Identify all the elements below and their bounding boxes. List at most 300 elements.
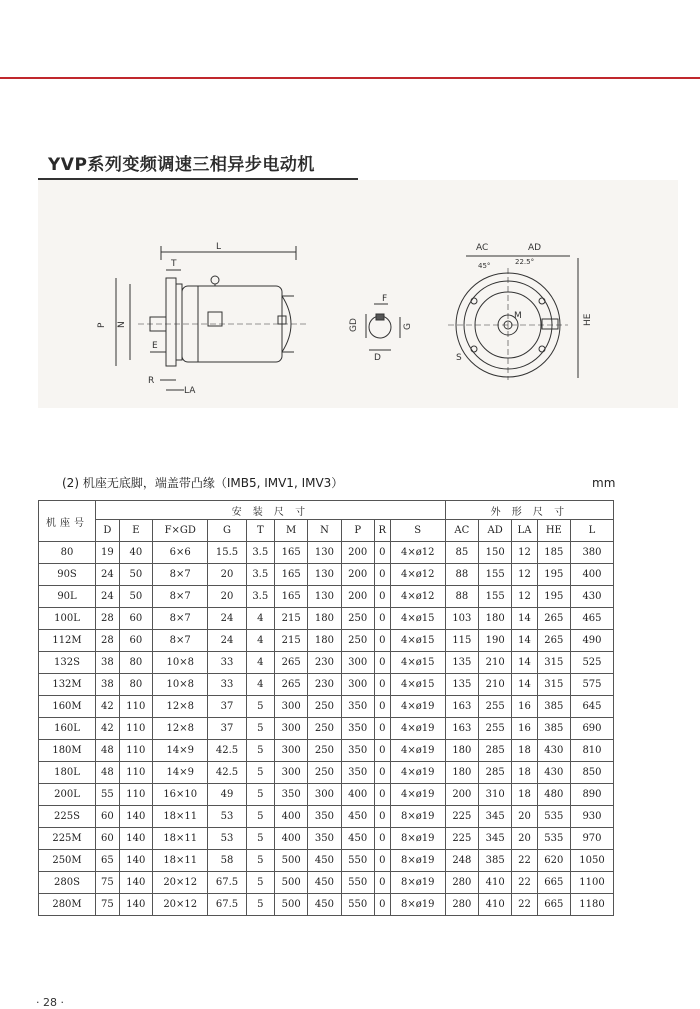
frame-size-cell: 280M [39,894,96,916]
motor-drawing-svg [38,180,678,408]
table-cell: 400 [570,564,613,586]
table-cell: 14×9 [152,762,207,784]
table-cell: 20 [208,586,246,608]
table-cell: 280 [445,872,478,894]
table-row [39,586,614,608]
table-cell: 28 [96,630,120,652]
table-cell: 210 [479,674,512,696]
table-cell: 5 [246,740,274,762]
table-cell: 33 [208,674,246,696]
table-cell: 300 [275,762,308,784]
column-header: F×GD [152,520,207,542]
table-cell: 250 [308,740,341,762]
table-cell: 930 [570,806,613,828]
table-cell: 5 [246,762,274,784]
column-header: N [308,520,341,542]
table-cell: 1100 [570,872,613,894]
table-row [39,850,614,872]
table-cell: 53 [208,806,246,828]
table-cell: 430 [537,762,570,784]
table-cell: 16 [512,696,537,718]
table-cell: 4 [246,674,274,696]
table-cell: 535 [537,828,570,850]
table-row [39,608,614,630]
angle-45: 45° [478,262,491,270]
table-cell: 200 [445,784,478,806]
outline-dimensions-header: 外 形 尺 寸 [445,501,613,520]
table-cell: 0 [374,564,390,586]
table-cell: 4×ø19 [390,696,445,718]
table-cell: 250 [308,718,341,740]
table-cell: 450 [308,872,341,894]
frame-size-cell: 225M [39,828,96,850]
table-cell: 24 [208,608,246,630]
frame-size-cell: 225S [39,806,96,828]
table-cell: 180 [445,762,478,784]
table-cell: 16 [512,718,537,740]
table-cell: 180 [308,608,341,630]
column-header: AC [445,520,478,542]
table-cell: 550 [341,850,374,872]
table-row [39,762,614,784]
table-cell: 195 [537,564,570,586]
table-cell: 14 [512,608,537,630]
dim-label-AD: AD [528,243,542,253]
table-row [39,564,614,586]
table-cell: 350 [308,806,341,828]
table-cell: 5 [246,850,274,872]
table-cell: 265 [537,630,570,652]
table-cell: 110 [119,740,152,762]
table-cell: 210 [479,652,512,674]
table-cell: 42.5 [208,740,246,762]
table-cell: 6×6 [152,542,207,564]
column-header-row [39,520,614,542]
table-cell: 285 [479,740,512,762]
shaft-section-view [349,294,413,363]
table-cell: 18×11 [152,850,207,872]
table-cell: 645 [570,696,613,718]
table-cell: 155 [479,586,512,608]
table-cell: 300 [275,718,308,740]
column-header: P [341,520,374,542]
table-cell: 155 [479,564,512,586]
side-view [97,242,308,396]
table-cell: 380 [570,542,613,564]
table-cell: 8×7 [152,608,207,630]
table-cell: 430 [570,586,613,608]
page-number: · 28 · [36,996,64,1009]
table-cell: 8×ø19 [390,894,445,916]
table-cell: 53 [208,828,246,850]
table-cell: 60 [96,828,120,850]
table-cell: 1180 [570,894,613,916]
table-body [39,542,614,916]
table-cell: 8×ø19 [390,806,445,828]
table-cell: 12 [512,586,537,608]
table-cell: 4×ø12 [390,586,445,608]
table-cell: 115 [445,630,478,652]
table-cell: 300 [308,784,341,806]
table-cell: 20×12 [152,872,207,894]
table-cell: 230 [308,674,341,696]
frame-size-header: 机座号 [39,501,96,542]
table-cell: 4×ø19 [390,718,445,740]
table-cell: 410 [479,872,512,894]
table-cell: 4×ø15 [390,652,445,674]
table-cell: 5 [246,872,274,894]
column-header: D [96,520,120,542]
table-cell: 300 [341,652,374,674]
table-cell: 180 [479,608,512,630]
column-header: E [119,520,152,542]
table-cell: 12 [512,542,537,564]
table-cell: 150 [479,542,512,564]
table-cell: 14×9 [152,740,207,762]
table-cell: 60 [119,630,152,652]
table-cell: 265 [275,652,308,674]
table-cell: 225 [445,806,478,828]
frame-size-cell: 90S [39,564,96,586]
dim-label-T: T [171,259,177,269]
table-cell: 535 [537,806,570,828]
header-red-rule [0,77,700,79]
table-cell: 0 [374,828,390,850]
table-cell: 67.5 [208,872,246,894]
table-cell: 19 [96,542,120,564]
column-header: M [275,520,308,542]
table-cell: 12 [512,564,537,586]
table-cell: 280 [445,894,478,916]
table-row [39,630,614,652]
dim-label-P: P [97,322,107,328]
table-cell: 248 [445,850,478,872]
table-cell: 67.5 [208,894,246,916]
table-cell: 16×10 [152,784,207,806]
table-cell: 38 [96,674,120,696]
table-cell: 5 [246,806,274,828]
dim-label-F: F [382,294,388,304]
table-cell: 165 [275,586,308,608]
table-cell: 350 [308,828,341,850]
table-cell: 265 [275,674,308,696]
table-cell: 110 [119,784,152,806]
table-cell: 690 [570,718,613,740]
table-cell: 400 [275,806,308,828]
table-cell: 50 [119,564,152,586]
table-cell: 58 [208,850,246,872]
table-cell: 500 [275,850,308,872]
frame-size-cell: 280S [39,872,96,894]
frame-size-cell: 160L [39,718,96,740]
table-cell: 480 [537,784,570,806]
table-cell: 490 [570,630,613,652]
dim-label-HE: HE [583,313,593,326]
table-cell: 130 [308,586,341,608]
table-cell: 75 [96,872,120,894]
table-row [39,740,614,762]
table-cell: 0 [374,762,390,784]
table-cell: 22 [512,850,537,872]
dim-label-N: N [117,321,127,328]
table-cell: 300 [341,674,374,696]
table-cell: 110 [119,762,152,784]
table-cell: 4×ø12 [390,564,445,586]
table-cell: 0 [374,586,390,608]
table-cell: 350 [341,718,374,740]
table-cell: 42 [96,696,120,718]
table-cell: 190 [479,630,512,652]
table-cell: 180 [308,630,341,652]
table-row [39,652,614,674]
unit-label: mm [592,476,616,490]
table-cell: 265 [537,608,570,630]
table-cell: 315 [537,674,570,696]
table-cell: 215 [275,630,308,652]
table-cell: 550 [341,894,374,916]
table-cell: 24 [208,630,246,652]
table-cell: 110 [119,718,152,740]
table-cell: 12×8 [152,718,207,740]
table-cell: 110 [119,696,152,718]
table-cell: 4×ø19 [390,762,445,784]
table-cell: 250 [308,762,341,784]
frame-size-cell: 250M [39,850,96,872]
table-cell: 215 [275,608,308,630]
column-header: T [246,520,274,542]
table-cell: 88 [445,586,478,608]
table-cell: 250 [341,608,374,630]
table-cell: 345 [479,828,512,850]
column-header: G [208,520,246,542]
table-cell: 50 [119,586,152,608]
frame-size-cell: 90L [39,586,96,608]
table-cell: 195 [537,586,570,608]
table-cell: 163 [445,696,478,718]
table-cell: 4 [246,608,274,630]
table-cell: 345 [479,806,512,828]
dim-label-LA: LA [184,386,196,396]
table-cell: 0 [374,850,390,872]
table-cell: 5 [246,718,274,740]
table-row [39,872,614,894]
table-cell: 0 [374,542,390,564]
table-cell: 8×7 [152,586,207,608]
table-cell: 0 [374,806,390,828]
table-cell: 890 [570,784,613,806]
table-cell: 5 [246,784,274,806]
table-cell: 48 [96,740,120,762]
table-cell: 80 [119,652,152,674]
column-header: HE [537,520,570,542]
table-cell: 40 [119,542,152,564]
table-cell: 300 [275,696,308,718]
column-header: L [570,520,613,542]
table-cell: 250 [308,696,341,718]
table-cell: 8×ø19 [390,850,445,872]
table-cell: 225 [445,828,478,850]
table-cell: 20 [512,806,537,828]
table-cell: 165 [275,542,308,564]
table-cell: 8×ø19 [390,872,445,894]
table-row [39,784,614,806]
table-cell: 3.5 [246,564,274,586]
table-cell: 60 [96,806,120,828]
table-cell: 400 [341,784,374,806]
table-cell: 450 [308,894,341,916]
dim-label-L: L [216,242,222,252]
table-subtitle: (2) 机座无底脚，端盖带凸缘（IMB5, IMV1, IMV3） [62,476,344,490]
table-cell: 18×11 [152,828,207,850]
dimension-table-container [38,500,678,916]
table-cell: 350 [341,762,374,784]
table-cell: 20 [512,828,537,850]
table-cell: 8×ø19 [390,828,445,850]
table-cell: 8×7 [152,564,207,586]
page-title: YVP系列变频调速三相异步电动机 [48,155,315,175]
table-cell: 88 [445,564,478,586]
table-cell: 250 [341,630,374,652]
table-cell: 4×ø15 [390,630,445,652]
table-cell: 0 [374,872,390,894]
table-cell: 22 [512,894,537,916]
table-cell: 103 [445,608,478,630]
table-cell: 350 [341,696,374,718]
table-cell: 0 [374,674,390,696]
table-cell: 10×8 [152,652,207,674]
table-cell: 0 [374,608,390,630]
table-cell: 810 [570,740,613,762]
table-cell: 350 [341,740,374,762]
table-cell: 665 [537,872,570,894]
table-cell: 350 [275,784,308,806]
motor-dimension-drawing [38,180,678,408]
table-cell: 4×ø12 [390,542,445,564]
table-cell: 48 [96,762,120,784]
table-cell: 285 [479,762,512,784]
table-cell: 0 [374,652,390,674]
table-cell: 310 [479,784,512,806]
table-cell: 135 [445,652,478,674]
table-cell: 0 [374,696,390,718]
table-cell: 85 [445,542,478,564]
table-cell: 130 [308,542,341,564]
table-cell: 200 [341,586,374,608]
table-cell: 20 [208,564,246,586]
table-cell: 200 [341,542,374,564]
table-cell: 450 [341,828,374,850]
table-cell: 575 [570,674,613,696]
frame-size-cell: 200L [39,784,96,806]
table-cell: 4×ø19 [390,740,445,762]
frame-size-cell: 112M [39,630,96,652]
table-cell: 38 [96,652,120,674]
table-cell: 4 [246,652,274,674]
frame-size-cell: 180M [39,740,96,762]
table-cell: 385 [537,718,570,740]
table-cell: 4×ø19 [390,784,445,806]
table-cell: 165 [275,564,308,586]
table-cell: 8×7 [152,630,207,652]
table-cell: 14 [512,652,537,674]
table-cell: 315 [537,652,570,674]
table-cell: 33 [208,652,246,674]
table-cell: 22 [512,872,537,894]
table-cell: 140 [119,894,152,916]
frame-size-cell: 80 [39,542,96,564]
table-cell: 185 [537,542,570,564]
frame-size-cell: 132M [39,674,96,696]
table-cell: 49 [208,784,246,806]
table-cell: 14 [512,674,537,696]
table-cell: 3.5 [246,542,274,564]
table-row [39,718,614,740]
table-cell: 28 [96,608,120,630]
table-cell: 970 [570,828,613,850]
table-cell: 15.5 [208,542,246,564]
table-cell: 300 [275,740,308,762]
install-dimensions-header: 安 装 尺 寸 [96,501,446,520]
table-cell: 255 [479,718,512,740]
table-cell: 140 [119,872,152,894]
table-cell: 255 [479,696,512,718]
table-cell: 42 [96,718,120,740]
table-cell: 385 [537,696,570,718]
dim-label-GD: GD [349,318,359,332]
end-view [448,243,593,380]
column-header: S [390,520,445,542]
table-cell: 5 [246,828,274,850]
table-cell: 14 [512,630,537,652]
table-cell: 140 [119,806,152,828]
table-cell: 18 [512,762,537,784]
frame-size-cell: 100L [39,608,96,630]
table-cell: 75 [96,894,120,916]
table-cell: 10×8 [152,674,207,696]
table-cell: 620 [537,850,570,872]
table-cell: 18 [512,740,537,762]
table-cell: 24 [96,564,120,586]
column-header: LA [512,520,537,542]
table-cell: 0 [374,740,390,762]
table-cell: 42.5 [208,762,246,784]
table-cell: 140 [119,828,152,850]
frame-size-cell: 160M [39,696,96,718]
table-cell: 230 [308,652,341,674]
table-cell: 4 [246,630,274,652]
frame-size-cell: 132S [39,652,96,674]
table-cell: 5 [246,894,274,916]
frame-size-cell: 180L [39,762,96,784]
dim-label-G: G [403,323,413,330]
table-cell: 130 [308,564,341,586]
table-row [39,696,614,718]
dim-label-M: M [514,311,522,321]
table-cell: 24 [96,586,120,608]
table-row [39,542,614,564]
table-cell: 3.5 [246,586,274,608]
table-cell: 1050 [570,850,613,872]
table-cell: 410 [479,894,512,916]
table-cell: 18×11 [152,806,207,828]
table-row [39,806,614,828]
table-cell: 0 [374,718,390,740]
table-cell: 140 [119,850,152,872]
table-cell: 525 [570,652,613,674]
dimension-table [38,500,614,916]
table-cell: 180 [445,740,478,762]
table-cell: 850 [570,762,613,784]
